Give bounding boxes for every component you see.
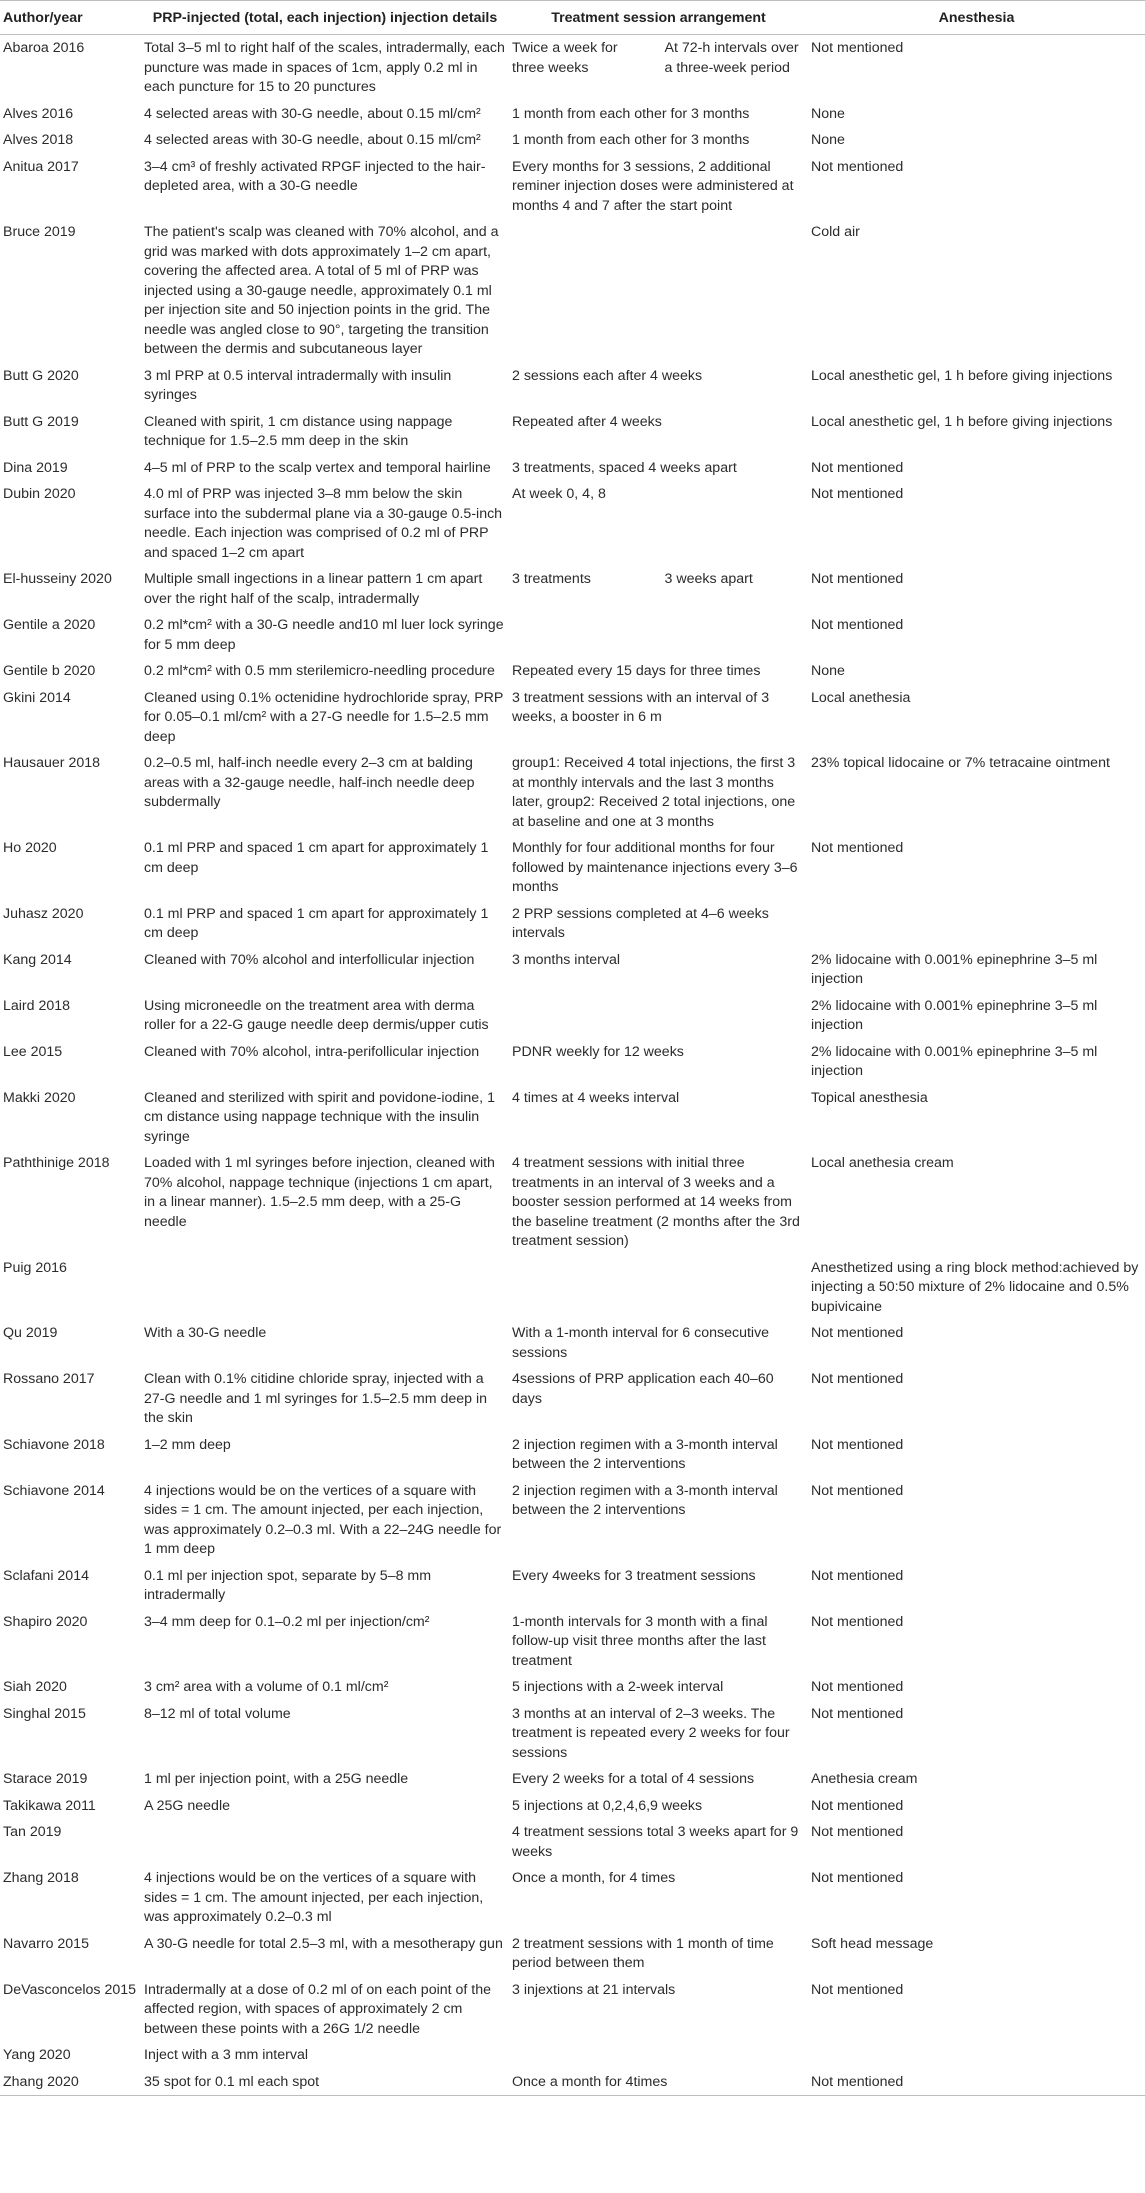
table-row [0, 1793, 1145, 1820]
cell-anesthesia: Not mentioned [811, 1482, 904, 1499]
cell-author-year: Shapiro 2020 [3, 1613, 88, 1630]
cell-anesthesia: Not mentioned [811, 158, 904, 175]
cell-author-year: Navarro 2015 [3, 1935, 89, 1952]
cell-session-arrangement: Repeated after 4 weeks [512, 413, 662, 430]
cell-session-arrangement: 2 PRP sessions completed at 4–6 weeks intervals [512, 905, 769, 941]
cell-injection-details: 35 spot for 0.1 ml each spot [141, 2069, 509, 2096]
table-row [0, 612, 1145, 658]
cell-injection-details: The patient's scalp was cleaned with 70% alcohol, and a grid was marked with dots approximately 1–2 cm apart, covering the affected area. A total of 5 ml of PRP was injected using a 30-gauge needle, approximately 0.1 ml per injection site and 50 injection points in the grid. The needle was angled close to 90°, targeting the transition between the dermis and subcutaneous layer [144, 224, 499, 357]
cell-session-arrangement: 3 months at an interval of 2–3 weeks. The treatment is repeated every 2 weeks for four sessions [512, 1705, 790, 1761]
session-part-a: Twice a week for three weeks [512, 40, 618, 76]
cell-author-year: Laird 2018 [3, 997, 71, 1014]
cell-injection-details: 4 injections would be on the vertices of a square with sides = 1 cm. The amount injected, per each injection, was approximately 0.2–0.3 ml. With a 22–24G needle for 1 mm deep [144, 1482, 502, 1557]
cell-author-year: Starace 2019 [3, 1771, 88, 1787]
table-row [0, 1865, 1145, 1931]
cell-injection-details: 3–4 mm deep for 0.1–0.2 ml per injection/cm² [144, 1613, 430, 1630]
table-row [0, 455, 1145, 482]
cell-session-arrangement [509, 993, 808, 1039]
header-injection-details: PRP-injected (total, each injection) injection details [141, 1, 509, 35]
cell-session-arrangement: 4 times at 4 weeks interval [512, 1089, 680, 1106]
cell-injection-details: 4 selected areas with 30-G needle, about 0.15 ml/cm² [144, 105, 481, 122]
table-row [0, 2069, 1145, 2096]
cell-session-arrangement: 5 injections with a 2-week interval [512, 1679, 724, 1695]
cell-anesthesia: Not mentioned [811, 1797, 904, 1814]
cell-injection-details: With a 30-G needle [144, 1325, 267, 1341]
table-row [0, 1609, 1145, 1675]
cell-author-year: Puig 2016 [3, 1259, 67, 1276]
table-row [0, 1432, 1145, 1478]
cell-session-arrangement [509, 1255, 808, 1321]
cell-anesthesia: Not mentioned [811, 459, 904, 476]
cell-author-year: Anitua 2017 [3, 158, 79, 175]
cell-session-arrangement: 2 sessions each after 4 weeks [512, 367, 703, 384]
cell-anesthesia [808, 901, 1145, 947]
session-part-b: 3 weeks apart [664, 571, 753, 587]
cell-injection-details: 0.2–0.5 ml, half-inch needle every 2–3 cm at balding areas with a 32-gauge needle, half-inch needle deep subdermally [144, 755, 475, 810]
cell-anesthesia: 2% lidocaine with 0.001% epinephrine 3–5 ml injection [811, 997, 1098, 1033]
session-part-b: At 72-h intervals over a three-week period [664, 40, 799, 76]
table-body [0, 35, 1145, 2096]
session-split [512, 39, 805, 78]
cell-author-year: Dina 2019 [3, 459, 68, 476]
cell-session-arrangement [509, 2042, 808, 2069]
cell-injection-details: Cleaned with 70% alcohol, intra-perifollicular injection [144, 1043, 480, 1060]
table-row [0, 1366, 1145, 1432]
cell-injection-details: 0.1 ml PRP and spaced 1 cm apart for approximately 1 cm deep [144, 840, 489, 876]
cell-anesthesia: Local anesthetic gel, 1 h before giving injections [811, 367, 1113, 384]
header-author-year: Author/year [0, 1, 141, 35]
session-split [512, 570, 805, 590]
table-row [0, 1478, 1145, 1563]
cell-injection-details: 4 injections would be on the vertices of a square with sides = 1 cm. The amount injected, per each injection, was approximately 0.2–0.3 ml [144, 1870, 484, 1925]
cell-injection-details: Clean with 0.1% citidine chloride spray, injected with a 27-G needle and 1 ml syringes for 1.5–2.5 mm deep in the skin [144, 1371, 488, 1426]
cell-author-year: El-husseiny 2020 [3, 571, 112, 587]
table-row [0, 35, 1145, 101]
cell-author-year: Singhal 2015 [3, 1705, 86, 1722]
cell-author-year: Hausauer 2018 [3, 755, 101, 771]
table-row [0, 750, 1145, 835]
cell-session-arrangement: 4 treatment sessions total 3 weeks apart for 9 weeks [512, 1824, 799, 1860]
cell-author-year: Takikawa 2011 [3, 1797, 96, 1814]
cell-anesthesia: Not mentioned [811, 1325, 904, 1341]
cell-injection-details: A 25G needle [144, 1797, 230, 1814]
cell-injection-details: 1–2 mm deep [144, 1436, 231, 1453]
cell-session-arrangement: With a 1-month interval for 6 consecutive sessions [512, 1325, 770, 1361]
table-row [0, 1320, 1145, 1366]
cell-session-arrangement: Every 2 weeks for a total of 4 sessions [512, 1771, 755, 1787]
header-session-arrangement: Treatment session arrangement [509, 1, 808, 35]
cell-anesthesia: Not mentioned [811, 1613, 904, 1630]
table-row [0, 1701, 1145, 1767]
cell-session-arrangement [509, 612, 808, 658]
cell-author-year: Alves 2018 [3, 132, 74, 148]
cell-author-year: Gkini 2014 [3, 689, 71, 706]
cell-author-year: Juhasz 2020 [3, 905, 84, 922]
cell-injection-details: A 30-G needle for total 2.5–3 ml, with a mesotherapy gun [144, 1935, 503, 1952]
cell-anesthesia: Anesthetized using a ring block method:achieved by injecting a 50:50 mixture of 2% lidocaine and 0.5% bupivicaine [811, 1259, 1139, 1315]
cell-anesthesia: Not mentioned [811, 486, 904, 502]
cell-injection-details: 3–4 cm³ of freshly activated RPGF injected to the hair-depleted area, with a 30-G needle [144, 158, 486, 194]
cell-anesthesia: Not mentioned [811, 617, 904, 633]
cell-session-arrangement: 3 injextions at 21 intervals [512, 1981, 676, 1998]
cell-injection-details: Cleaned using 0.1% octenidine hydrochloride spray, PRP for 0.05–0.1 ml/cm² with a 27-G needle for 1.5–2.5 mm deep [144, 689, 504, 745]
cell-session-arrangement: 2 treatment sessions with 1 month of time period between them [512, 1935, 774, 1971]
cell-anesthesia: Topical anesthesia [811, 1089, 928, 1106]
cell-session-arrangement: PDNR weekly for 12 weeks [512, 1043, 684, 1060]
table-row [0, 409, 1145, 455]
cell-session-arrangement: 3 months interval [512, 951, 621, 968]
cell-author-year: Dubin 2020 [3, 486, 76, 502]
table-row [0, 219, 1145, 363]
table-row [0, 101, 1145, 128]
cell-injection-details: 8–12 ml of total volume [144, 1705, 291, 1722]
table-row [0, 127, 1145, 154]
cell-injection-details: 0.1 ml per injection spot, separate by 5–8 mm intradermally [144, 1567, 432, 1603]
table-row [0, 1674, 1145, 1701]
cell-author-year: Gentile b 2020 [3, 663, 96, 679]
cell-anesthesia: Not mentioned [811, 1981, 904, 1998]
header-anesthesia: Anesthesia [808, 1, 1145, 35]
cell-session-arrangement: 3 treatments, spaced 4 weeks apart [512, 459, 737, 476]
cell-author-year: Bruce 2019 [3, 224, 76, 240]
cell-session-arrangement: 1 month from each other for 3 months [512, 105, 750, 122]
cell-anesthesia: 2% lidocaine with 0.001% epinephrine 3–5 ml injection [811, 1043, 1098, 1079]
table-row [0, 1766, 1145, 1793]
cell-author-year: Zhang 2020 [0, 2069, 141, 2096]
cell-anesthesia: Not mentioned [811, 40, 904, 56]
cell-author-year: Tan 2019 [3, 1824, 62, 1840]
cell-author-year: Abaroa 2016 [3, 40, 85, 56]
cell-author-year: Makki 2020 [3, 1089, 76, 1106]
table-row [0, 993, 1145, 1039]
cell-author-year: Ho 2020 [3, 840, 57, 856]
cell-author-year: Zhang 2018 [3, 1870, 79, 1886]
cell-session-arrangement: 1-month intervals for 3 month with a final follow-up visit three months after the last treatment [512, 1613, 768, 1669]
cell-author-year: Butt G 2020 [3, 367, 79, 384]
cell-session-arrangement [509, 219, 808, 363]
cell-injection-details: Total 3–5 ml to right half of the scales, intradermally, each puncture was made in spaces of 1cm, apply 0.2 ml in each puncture for 15 to 20 punctures [144, 40, 505, 95]
cell-injection-details: 0.2 ml*cm² with a 30-G needle and10 ml luer lock syringe for 5 mm deep [144, 617, 504, 653]
table-row [0, 1150, 1145, 1255]
cell-injection-details: Multiple small ingections in a linear pattern 1 cm apart over the right half of the scalp, intradermally [144, 571, 483, 607]
table-row [0, 1931, 1145, 1977]
cell-session-arrangement [509, 566, 808, 612]
table-row [0, 1563, 1145, 1609]
cell-author-year: Paththinige 2018 [3, 1155, 110, 1171]
cell-session-arrangement: 4sessions of PRP application each 40–60 days [512, 1371, 774, 1407]
cell-injection-details: 4.0 ml of PRP was injected 3–8 mm below the skin surface into the subdermal plane via a 30-gauge 0.5-inch needle. Each injection was comprised of 0.2 ml of PRP and spaced 1–2 cm apart [144, 486, 503, 561]
cell-session-arrangement: Repeated every 15 days for three times [512, 663, 761, 679]
cell-session-arrangement: group1: Received 4 total injections, the first 3 at monthly intervals and the last 3 months later, group2: Received 2 total injections, one at baseline and one at 3 months [512, 755, 796, 830]
cell-injection-details: Intradermally at a dose of 0.2 ml of on each point of the affected region, with spaces of approximately 2 cm between these points with a 26G 1/2 needle [144, 1981, 492, 2037]
cell-anesthesia: Not mentioned [811, 1705, 904, 1722]
cell-anesthesia: None [811, 105, 845, 122]
cell-author-year: Kang 2014 [3, 951, 72, 968]
cell-author-year: Siah 2020 [3, 1679, 67, 1695]
cell-session-arrangement: Monthly for four additional months for four followed by maintenance injections every 3–6 months [512, 840, 798, 895]
cell-session-arrangement: Once a month for 4times [509, 2069, 808, 2096]
table-row [0, 363, 1145, 409]
cell-author-year: Alves 2016 [3, 105, 74, 122]
cell-injection-details: Loaded with 1 ml syringes before injection, cleaned with 70% alcohol, nappage technique (injections 1 cm apart, in a linear manner). 1.5–2.5 mm deep, with a 25-G needle [144, 1155, 495, 1230]
cell-injection-details: 1 ml per injection point, with a 25G needle [144, 1771, 409, 1787]
cell-injection-details: 4 selected areas with 30-G needle, about 0.15 ml/cm² [144, 132, 481, 148]
cell-anesthesia: None [811, 132, 845, 148]
cell-session-arrangement: Once a month, for 4 times [512, 1870, 676, 1886]
cell-session-arrangement: At week 0, 4, 8 [512, 486, 606, 502]
table-row [0, 154, 1145, 220]
cell-session-arrangement: 2 injection regimen with a 3-month interval between the 2 interventions [512, 1482, 778, 1518]
cell-anesthesia: Local anesthetic gel, 1 h before giving injections [811, 413, 1113, 430]
cell-anesthesia: 23% topical lidocaine or 7% tetracaine ointment [811, 755, 1110, 771]
table-row [0, 1977, 1145, 2043]
cell-session-arrangement [509, 35, 808, 101]
cell-injection-details: Using microneedle on the treatment area with derma roller for a 22-G gauge needle deep dermis/upper cutis [144, 997, 489, 1033]
table-row [0, 1255, 1145, 1321]
cell-injection-details: 0.2 ml*cm² with 0.5 mm sterilemicro-needling procedure [144, 663, 495, 679]
cell-anesthesia: Not mentioned [811, 840, 904, 856]
cell-anesthesia: Soft head message [811, 1935, 934, 1952]
table-row [0, 947, 1145, 993]
cell-anesthesia: Not mentioned [811, 571, 904, 587]
cell-injection-details: Cleaned with spirit, 1 cm distance using nappage technique for 1.5–2.5 mm deep in the skin [144, 413, 453, 449]
cell-injection-details: 3 cm² area with a volume of 0.1 ml/cm² [144, 1679, 389, 1695]
cell-author-year: Schiavone 2018 [3, 1436, 105, 1453]
cell-author-year: Rossano 2017 [3, 1371, 95, 1387]
cell-session-arrangement: 1 month from each other for 3 months [512, 132, 750, 148]
table-row [0, 835, 1145, 901]
cell-author-year: Yang 2020 [3, 2047, 71, 2063]
cell-author-year: DeVasconcelos 2015 [3, 1981, 137, 1998]
cell-injection-details [141, 1819, 509, 1865]
table-row [0, 1039, 1145, 1085]
table-row [0, 481, 1145, 566]
cell-anesthesia: Local anethesia [811, 689, 911, 706]
cell-anesthesia: Not mentioned [811, 1870, 904, 1886]
cell-author-year: Lee 2015 [3, 1043, 63, 1060]
cell-injection-details: Cleaned and sterilized with spirit and povidone-iodine, 1 cm distance using nappage technique with the insulin syringe [144, 1089, 495, 1145]
cell-session-arrangement: Every months for 3 sessions, 2 additional reminer injection doses were administered at months 4 and 7 after the start point [512, 158, 794, 214]
cell-anesthesia: Not mentioned [808, 2069, 1145, 2096]
cell-session-arrangement: 5 injections at 0,2,4,6,9 weeks [512, 1797, 703, 1814]
cell-injection-details: 4–5 ml of PRP to the scalp vertex and temporal hairline [144, 459, 491, 476]
cell-session-arrangement: 2 injection regimen with a 3-month interval between the 2 interventions [512, 1436, 778, 1472]
table-row [0, 566, 1145, 612]
cell-anesthesia: Cold air [811, 224, 860, 240]
session-part-a: 3 treatments [512, 571, 591, 587]
cell-author-year: Butt G 2019 [3, 413, 79, 430]
table-row [0, 1085, 1145, 1151]
cell-anesthesia: None [811, 663, 845, 679]
table-row [0, 901, 1145, 947]
table-header-row [0, 1, 1145, 35]
cell-injection-details [141, 1255, 509, 1321]
cell-anesthesia [808, 2042, 1145, 2069]
table-row [0, 1819, 1145, 1865]
cell-injection-details: Cleaned with 70% alcohol and interfollicular injection [144, 951, 475, 968]
cell-anesthesia: Local anethesia cream [811, 1155, 954, 1171]
table-row [0, 658, 1145, 685]
cell-anesthesia: Not mentioned [811, 1824, 904, 1840]
cell-anesthesia: Not mentioned [811, 1436, 904, 1453]
cell-anesthesia: Not mentioned [811, 1371, 904, 1387]
cell-injection-details: 0.1 ml PRP and spaced 1 cm apart for approximately 1 cm deep [144, 905, 489, 941]
cell-injection-details: 3 ml PRP at 0.5 interval intradermally with insulin syringes [144, 367, 452, 403]
cell-author-year: Qu 2019 [3, 1325, 58, 1341]
table-row [0, 2042, 1145, 2069]
cell-injection-details: Inject with a 3 mm interval [144, 2047, 309, 2063]
cell-author-year: Schiavone 2014 [3, 1482, 105, 1499]
cell-session-arrangement: 3 treatment sessions with an interval of 3 weeks, a booster in 6 m [512, 689, 770, 725]
cell-anesthesia: Anethesia cream [811, 1771, 918, 1787]
cell-anesthesia: Not mentioned [811, 1679, 904, 1695]
cell-session-arrangement: 4 treatment sessions with initial three treatments in an interval of 3 weeks and a booster session performed at 14 weeks from the baseline treatment (2 months after the 3rd treatment session) [512, 1155, 800, 1249]
table-row [0, 685, 1145, 751]
cell-author-year: Sclafani 2014 [3, 1567, 89, 1584]
cell-author-year: Gentile a 2020 [3, 617, 96, 633]
cell-anesthesia: 2% lidocaine with 0.001% epinephrine 3–5 ml injection [811, 951, 1098, 987]
cell-anesthesia: Not mentioned [811, 1567, 904, 1584]
cell-session-arrangement: Every 4weeks for 3 treatment sessions [512, 1567, 756, 1584]
